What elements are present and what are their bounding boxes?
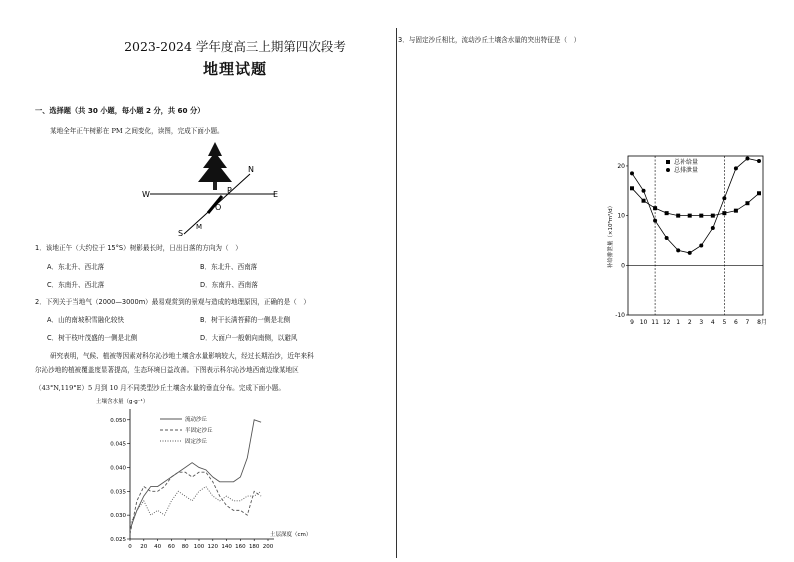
legend-label-1: 总排泄量 [674,167,699,174]
compass-e: E [273,190,279,199]
point-m: M [196,223,203,231]
x-tick-label: 140 [221,544,232,550]
x-tick-label: 200 [262,544,274,550]
q2-option-d: D．大面户一般朝向南侧，以避风 [200,334,298,342]
y-axis-title: 土壤含水量（g·g⁻¹） [96,399,149,405]
q1-stem: 1．该地正午（大约位于 15°S）树影最长时，日出日落的方向为（ ） [35,244,242,252]
compass-n: N [248,165,254,174]
legend-label-0: 总补给量 [674,159,699,166]
y-tick-label: 20 [617,162,625,170]
x-axis-title: 月 [761,319,768,326]
plot-frame [628,156,763,315]
point-marker [630,171,634,175]
point-marker [757,159,761,163]
legend-marker-0 [666,160,670,164]
y-tick-label: 0.050 [110,417,126,424]
x-tick-label: 9 [630,319,634,326]
point-marker [653,219,657,223]
point-marker [642,199,646,203]
point-marker [711,226,715,230]
y-tick-label: 0 [621,262,625,270]
flow-chart [598,150,773,332]
compass-w: W [142,190,150,199]
exam-subtitle: 地理试题 [202,60,267,78]
point-marker [745,156,749,160]
x-tick-label: 20 [140,544,148,550]
x-tick-label: 60 [167,544,175,550]
legend-label-1: 半固定沙丘 [185,428,213,434]
section-heading: 一、选择题（共 30 小题，每小题 2 分，共 60 分） [35,106,205,115]
point-p: P [227,186,232,195]
x-tick-label: 0 [128,544,132,550]
point-marker [642,189,646,193]
point-marker [734,209,738,213]
x-tick-label: 100 [193,544,205,550]
q2-option-c: C．树干枝叶茂盛的一侧是北侧 [47,334,138,342]
y-tick-label: 0.025 [110,537,126,543]
q2-option-b: B．树干长满苔藓的一侧是北侧 [200,316,291,324]
point-marker [699,214,703,218]
x-tick-label: 8 [757,319,761,326]
exam-title: 2023-2024 学年度高三上期第四次段考 [124,39,346,54]
point-marker [699,243,703,247]
series-line-0 [632,188,759,215]
y-tick-label: -10 [615,312,625,319]
tree-shadow-diagram [140,138,290,238]
y-tick-label: 0.045 [110,441,126,448]
x-tick-label: 1 [676,319,681,326]
passage-line-1: 研究表明，气候、植被等因素对科尔沁沙地土壤含水量影响较大，经过长期治沙，近年来科 [50,352,314,360]
point-marker [688,251,692,255]
q3-stem: 3．与固定沙丘相比，流动沙丘土壤含水量的突出特征是（ ） [398,36,581,44]
x-tick-label: 120 [207,544,219,550]
x-axis-title: 土层深度（cm） [270,532,312,538]
point-marker [722,211,726,215]
point-marker [665,236,669,240]
x-tick-label: 7 [745,319,750,326]
x-tick-label: 80 [181,544,189,550]
q1-option-a: A．东北升、西北落 [47,263,105,271]
section-intro: 某地全年正午树影在 PM 之间变化，读图，完成下面小题。 [50,127,224,135]
y-tick-label: 10 [617,212,625,220]
q1-option-c: C．东南升、西北落 [47,281,105,289]
legend-label-0: 流动沙丘 [185,417,208,423]
point-marker [745,201,749,205]
x-tick-label: 4 [710,319,715,326]
x-tick-label: 6 [733,319,738,326]
x-tick-label: 5 [722,319,727,326]
point-marker [653,206,657,210]
point-marker [688,214,692,218]
series-line-1 [130,472,261,534]
x-tick-label: 11 [651,319,659,326]
x-tick-label: 10 [639,319,648,326]
x-tick-label: 12 [662,319,671,326]
point-o: O [215,203,222,212]
x-tick-label: 40 [154,544,162,550]
tree-icon [198,142,232,190]
compass-s: S [178,229,184,238]
y-tick-label: 0.040 [110,465,126,472]
x-tick-label: 2 [687,319,692,326]
point-marker [734,166,738,170]
series-line-2 [130,487,261,525]
column-divider [396,28,397,558]
point-marker [722,196,726,200]
x-tick-label: 180 [248,544,260,550]
legend-label-2: 固定沙丘 [185,439,208,445]
y-tick-label: 0.035 [110,489,126,496]
q1-option-d: D．东南升、西南落 [200,281,258,289]
series-line-0 [130,420,261,530]
passage-line-3: （43°N,119°E）5 月到 10 月不同类型沙丘土壤含水量的垂直分布。完成下面小题。 [35,384,285,392]
x-tick-label: 3 [699,319,704,326]
point-marker [665,211,669,215]
point-marker [630,186,634,190]
y-axis-title: 补给排泄量（×10⁸m³/d） [608,202,614,269]
soil-moisture-chart [90,395,312,557]
q2-stem: 2．下列关于当地气（2000—3000m）最易观赏到的景观与造成的地理原因，正确的是（ ） [35,298,310,306]
x-tick-label: 160 [235,544,246,550]
point-marker [757,191,761,195]
point-marker [676,248,680,252]
point-marker [676,214,680,218]
q2-option-a: A．山的南坡积雪融化较快 [47,316,125,324]
q1-option-b: B．东北升、西南落 [200,263,258,271]
legend-marker-1 [666,168,670,172]
passage-line-2: 尔沁沙地的植被覆盖度显著提高，生态环境日益改善。下图表示科尔沁沙地西南边缘某地区 [35,366,299,374]
point-marker [711,214,715,218]
y-tick-label: 0.030 [110,513,126,520]
